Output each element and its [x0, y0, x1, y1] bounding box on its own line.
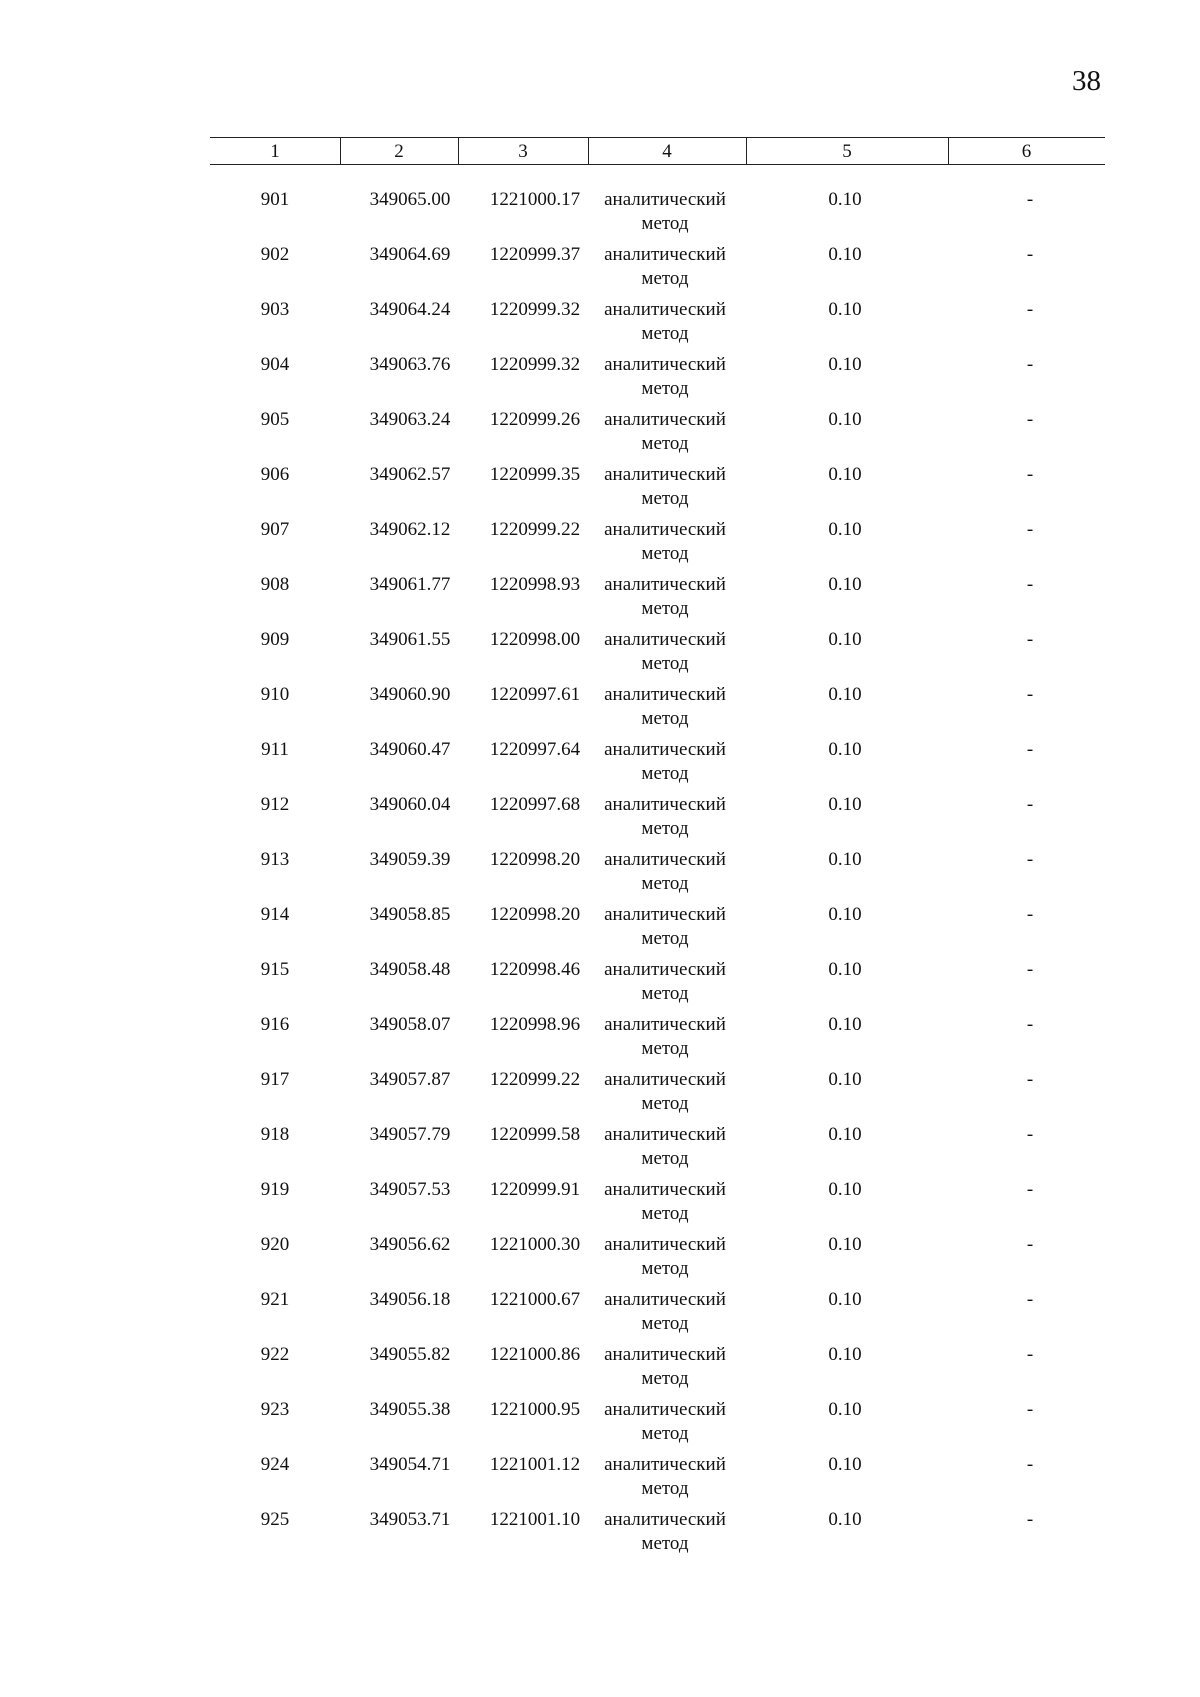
point-number: 914: [260, 904, 290, 925]
note: -: [1026, 1509, 1034, 1530]
coordinate-y: 1221000.86: [489, 1344, 581, 1365]
note: -: [1026, 1344, 1034, 1365]
coordinate-y: 1221000.95: [489, 1399, 581, 1420]
note: -: [1026, 904, 1034, 925]
coordinate-x: 349062.12: [369, 519, 451, 540]
coordinate-y: 1220998.93: [489, 574, 581, 595]
point-number: 918: [260, 1124, 290, 1145]
method: аналитический метод: [604, 299, 726, 344]
method: аналитический метод: [604, 904, 726, 949]
table-row: [210, 903, 1105, 958]
accuracy: 0.10: [828, 1399, 862, 1420]
coordinate-y: 1220998.46: [489, 959, 581, 980]
method: аналитический метод: [604, 354, 726, 399]
coordinate-x: 349060.47: [369, 739, 451, 760]
coordinate-y: 1220999.32: [489, 299, 581, 320]
page-number: 38: [1072, 65, 1101, 97]
coordinate-y: 1220999.22: [489, 1069, 581, 1090]
coordinate-y: 1220997.64: [489, 739, 581, 760]
accuracy: 0.10: [828, 1344, 862, 1365]
table-header: [210, 137, 1105, 165]
method: аналитический метод: [604, 574, 726, 619]
method: аналитический метод: [604, 1454, 726, 1499]
coordinate-x: 349057.79: [369, 1124, 451, 1145]
coordinate-x: 349056.62: [369, 1234, 451, 1255]
note: -: [1026, 464, 1034, 485]
method: аналитический метод: [604, 684, 726, 729]
point-number: 923: [260, 1399, 290, 1420]
method: аналитический метод: [604, 959, 726, 1004]
coordinate-x: 349061.55: [369, 629, 451, 650]
coordinate-y: 1220999.91: [489, 1179, 581, 1200]
note: -: [1026, 1234, 1034, 1255]
table-row: [210, 1013, 1105, 1068]
coordinate-x: 349059.39: [369, 849, 451, 870]
table-row: [210, 1123, 1105, 1178]
point-number: 910: [260, 684, 290, 705]
method: аналитический метод: [604, 464, 726, 509]
accuracy: 0.10: [828, 1014, 862, 1035]
coordinate-y: 1221000.17: [489, 189, 581, 210]
note: -: [1026, 409, 1034, 430]
coordinate-x: 349065.00: [369, 189, 451, 210]
note: -: [1026, 354, 1034, 375]
note: -: [1026, 299, 1034, 320]
note: -: [1026, 1179, 1034, 1200]
accuracy: 0.10: [828, 189, 862, 210]
note: -: [1026, 739, 1034, 760]
point-number: 921: [260, 1289, 290, 1310]
coordinate-x: 349057.53: [369, 1179, 451, 1200]
coordinate-x: 349055.38: [369, 1399, 451, 1420]
accuracy: 0.10: [828, 1179, 862, 1200]
method: аналитический метод: [604, 1344, 726, 1389]
table-row: [210, 1233, 1105, 1288]
point-number: 920: [260, 1234, 290, 1255]
point-number: 917: [260, 1069, 290, 1090]
table-row: [210, 793, 1105, 848]
note: -: [1026, 1124, 1034, 1145]
point-number: 902: [260, 244, 290, 265]
coordinate-x: 349063.76: [369, 354, 451, 375]
accuracy: 0.10: [828, 1124, 862, 1145]
note: -: [1026, 1069, 1034, 1090]
accuracy: 0.10: [828, 849, 862, 870]
table-body: [210, 188, 1105, 1563]
point-number: 912: [260, 794, 290, 815]
accuracy: 0.10: [828, 1289, 862, 1310]
method: аналитический метод: [604, 189, 726, 234]
accuracy: 0.10: [828, 739, 862, 760]
coordinate-y: 1220998.20: [489, 849, 581, 870]
table-row: [210, 1343, 1105, 1398]
method: аналитический метод: [604, 794, 726, 839]
coordinate-x: 349058.85: [369, 904, 451, 925]
table-row: [210, 1068, 1105, 1123]
accuracy: 0.10: [828, 464, 862, 485]
note: -: [1026, 519, 1034, 540]
table-row: [210, 518, 1105, 573]
table-row: [210, 683, 1105, 738]
point-number: 901: [260, 189, 290, 210]
point-number: 908: [260, 574, 290, 595]
accuracy: 0.10: [828, 794, 862, 815]
coordinate-y: 1220999.35: [489, 464, 581, 485]
accuracy: 0.10: [828, 1069, 862, 1090]
note: -: [1026, 189, 1034, 210]
point-number: 907: [260, 519, 290, 540]
method: аналитический метод: [604, 1234, 726, 1279]
coordinate-y: 1221000.67: [489, 1289, 581, 1310]
method: аналитический метод: [604, 1399, 726, 1444]
header-col-6: 6: [1021, 141, 1032, 162]
method: аналитический метод: [604, 409, 726, 454]
point-number: 904: [260, 354, 290, 375]
point-number: 925: [260, 1509, 290, 1530]
coordinate-y: 1220999.58: [489, 1124, 581, 1145]
coordinate-x: 349058.48: [369, 959, 451, 980]
table-row: [210, 738, 1105, 793]
note: -: [1026, 849, 1034, 870]
coordinate-x: 349063.24: [369, 409, 451, 430]
accuracy: 0.10: [828, 1234, 862, 1255]
method: аналитический метод: [604, 849, 726, 894]
method: аналитический метод: [604, 1289, 726, 1334]
note: -: [1026, 1289, 1034, 1310]
coordinate-y: 1220997.61: [489, 684, 581, 705]
coordinate-y: 1220999.22: [489, 519, 581, 540]
note: -: [1026, 684, 1034, 705]
table-row: [210, 628, 1105, 683]
table-row: [210, 463, 1105, 518]
method: аналитический метод: [604, 629, 726, 674]
point-number: 906: [260, 464, 290, 485]
table-row: [210, 958, 1105, 1013]
point-number: 924: [260, 1454, 290, 1475]
method: аналитический метод: [604, 1014, 726, 1059]
coordinate-x: 349054.71: [369, 1454, 451, 1475]
coordinate-y: 1220998.00: [489, 629, 581, 650]
table-row: [210, 243, 1105, 298]
coordinate-y: 1220998.96: [489, 1014, 581, 1035]
table-row: [210, 1453, 1105, 1508]
note: -: [1026, 794, 1034, 815]
header-col-1: 1: [270, 141, 280, 162]
note: -: [1026, 959, 1034, 980]
point-number: 905: [260, 409, 290, 430]
coordinate-x: 349058.07: [369, 1014, 451, 1035]
coordinate-y: 1220998.20: [489, 904, 581, 925]
note: -: [1026, 1454, 1034, 1475]
note: -: [1026, 1014, 1034, 1035]
note: -: [1026, 1399, 1034, 1420]
coordinate-y: 1220999.32: [489, 354, 581, 375]
coordinate-x: 349064.69: [369, 244, 451, 265]
table-row: [210, 188, 1105, 243]
method: аналитический метод: [604, 1179, 726, 1224]
header-col-5: 5: [842, 141, 852, 162]
table-row: [210, 573, 1105, 628]
table-row: [210, 1508, 1105, 1563]
accuracy: 0.10: [828, 574, 862, 595]
point-number: 919: [260, 1179, 290, 1200]
coordinate-x: 349064.24: [369, 299, 451, 320]
method: аналитический метод: [604, 1124, 726, 1169]
accuracy: 0.10: [828, 354, 862, 375]
header-col-3: 3: [518, 141, 528, 162]
table-row: [210, 1398, 1105, 1453]
coordinate-y: 1220997.68: [489, 794, 581, 815]
method: аналитический метод: [604, 1069, 726, 1114]
accuracy: 0.10: [828, 519, 862, 540]
coordinate-y: 1220999.37: [489, 244, 581, 265]
accuracy: 0.10: [828, 684, 862, 705]
coordinate-y: 1221001.12: [489, 1454, 581, 1475]
accuracy: 0.10: [828, 629, 862, 650]
note: -: [1026, 244, 1034, 265]
method: аналитический метод: [604, 1509, 726, 1554]
accuracy: 0.10: [828, 409, 862, 430]
accuracy: 0.10: [828, 959, 862, 980]
coordinate-x: 349061.77: [369, 574, 451, 595]
method: аналитический метод: [604, 244, 726, 289]
point-number: 916: [260, 1014, 290, 1035]
point-number: 913: [260, 849, 290, 870]
table-row: [210, 848, 1105, 903]
coordinate-x: 349062.57: [369, 464, 451, 485]
coordinate-y: 1220999.26: [489, 409, 581, 430]
accuracy: 0.10: [828, 244, 862, 265]
table-row: [210, 1178, 1105, 1233]
header-col-2: 2: [394, 141, 404, 162]
point-number: 911: [261, 739, 289, 760]
table-row: [210, 353, 1105, 408]
header-col-4: 4: [662, 141, 672, 162]
method: аналитический метод: [604, 519, 726, 564]
table-row: [210, 408, 1105, 463]
note: -: [1026, 574, 1034, 595]
accuracy: 0.10: [828, 904, 862, 925]
point-number: 903: [260, 299, 290, 320]
point-number: 922: [260, 1344, 290, 1365]
coordinate-x: 349055.82: [369, 1344, 451, 1365]
note: -: [1026, 629, 1034, 650]
accuracy: 0.10: [828, 299, 862, 320]
coordinate-x: 349060.04: [369, 794, 451, 815]
table-row: [210, 1288, 1105, 1343]
method: аналитический метод: [604, 739, 726, 784]
coordinate-y: 1221000.30: [489, 1234, 581, 1255]
coordinate-x: 349053.71: [369, 1509, 451, 1530]
table-row: [210, 298, 1105, 353]
point-number: 909: [260, 629, 290, 650]
coordinate-x: 349060.90: [369, 684, 451, 705]
coordinate-x: 349056.18: [369, 1289, 451, 1310]
accuracy: 0.10: [828, 1509, 862, 1530]
accuracy: 0.10: [828, 1454, 862, 1475]
point-number: 915: [260, 959, 290, 980]
coordinate-y: 1221001.10: [489, 1509, 581, 1530]
coordinate-x: 349057.87: [369, 1069, 451, 1090]
